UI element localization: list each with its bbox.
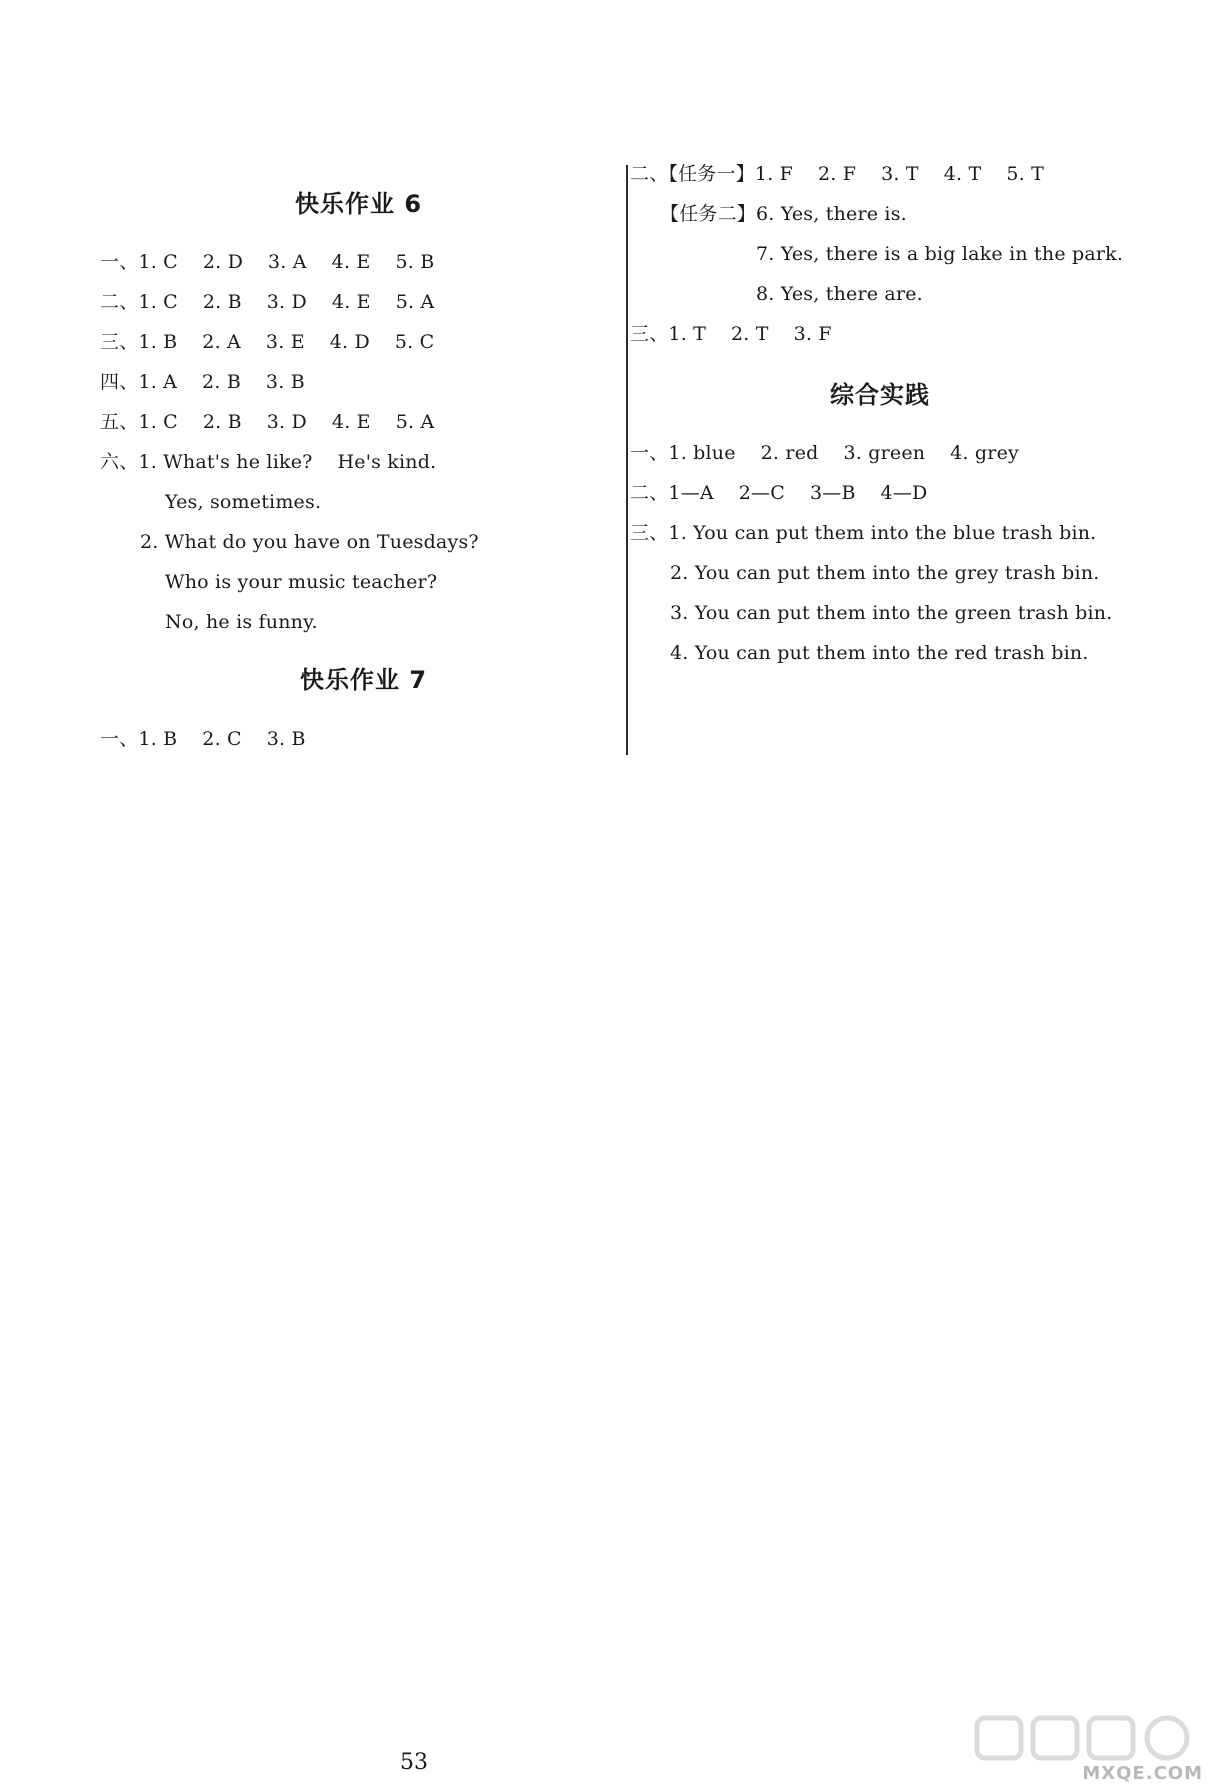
answer-line: 4. You can put them into the red trash bin. bbox=[670, 642, 1089, 664]
site-watermark bbox=[971, 1714, 1211, 1784]
answer-line: Yes, sometimes. bbox=[165, 491, 322, 513]
section-heading-homework-6: 快乐作业 6 bbox=[295, 190, 423, 218]
answer-line: No, he is funny. bbox=[165, 611, 318, 633]
answer-line: 二、1. C 2. B 3. D 4. E 5. A bbox=[100, 291, 435, 313]
answer-line: 一、1. blue 2. red 3. green 4. grey bbox=[630, 442, 1019, 464]
section-heading-practice: 综合实践 bbox=[830, 381, 930, 409]
column-divider bbox=[626, 165, 628, 755]
answer-line: 三、1. T 2. T 3. F bbox=[630, 323, 832, 345]
answer-line: 一、1. C 2. D 3. A 4. E 5. B bbox=[100, 251, 435, 273]
page-number: 53 bbox=[400, 1750, 428, 1775]
answer-line: 2. What do you have on Tuesdays? bbox=[140, 531, 479, 553]
answer-line: 【任务二】6. Yes, there is. bbox=[660, 203, 907, 225]
answer-line: 一、1. B 2. C 3. B bbox=[100, 728, 306, 750]
section-heading-homework-7: 快乐作业 7 bbox=[300, 666, 428, 694]
answer-line: 四、1. A 2. B 3. B bbox=[100, 371, 305, 393]
answer-line: 8. Yes, there are. bbox=[756, 283, 923, 305]
answer-line: 六、1. What's he like? He's kind. bbox=[100, 451, 437, 473]
answer-line: 二、1—A 2—C 3—B 4—D bbox=[630, 482, 928, 504]
answer-line: 五、1. C 2. B 3. D 4. E 5. A bbox=[100, 411, 435, 433]
answer-line: 2. You can put them into the grey trash bin. bbox=[670, 562, 1100, 584]
answer-line: 三、1. You can put them into the blue trash bin. bbox=[630, 522, 1097, 544]
answer-line: 三、1. B 2. A 3. E 4. D 5. C bbox=[100, 331, 435, 353]
watermark-text: MXQE.COM bbox=[1082, 1763, 1203, 1784]
answer-line: 7. Yes, there is a big lake in the park. bbox=[756, 243, 1124, 265]
answer-line: Who is your music teacher? bbox=[165, 571, 438, 593]
answer-line: 3. You can put them into the green trash bin. bbox=[670, 602, 1113, 624]
watermark-logo-icon bbox=[971, 1714, 1211, 1762]
answer-line: 二、【任务一】1. F 2. F 3. T 4. T 5. T bbox=[630, 163, 1044, 185]
